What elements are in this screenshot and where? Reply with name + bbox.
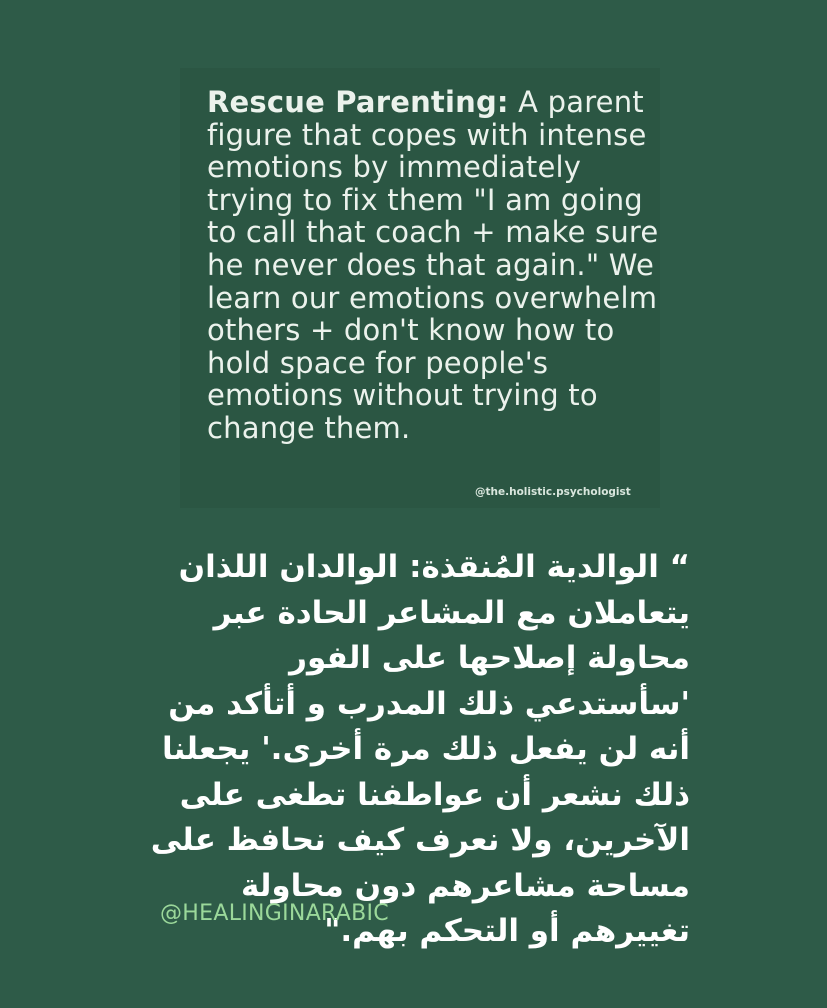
credit-handle: @the.holistic.psychologist (475, 486, 631, 498)
account-handle: @HEALINGINARABIC (160, 901, 389, 926)
quote-definition: A parent figure that copes with intense emotions by immediately trying to fix them "I am going to call that coach + make sure he never does that again." We learn our emotions overwhelm others + don't know how to hold space for people's emotions without trying to change them. (207, 85, 659, 445)
arabic-quote: “ الوالدية المُنقذة: الوالدان اللذان يتعاملان مع المشاعر الحادة عبر محاولة إصلاحها على الفور 'سأستدعي ذلك المدرب و أتأكد من أنه لن يفعل ذلك مرة أخرى.' يجعلنا ذلك نشعر أن عواطفنا تطغى على الآخرين، ولا نعرف كيف نحافظ على مساحة مشاعرهم دون محاولة تغييرهم أو التحكم بهم." (150, 549, 690, 949)
english-quote (207, 86, 677, 445)
quote-term: Rescue Parenting: (207, 85, 509, 119)
